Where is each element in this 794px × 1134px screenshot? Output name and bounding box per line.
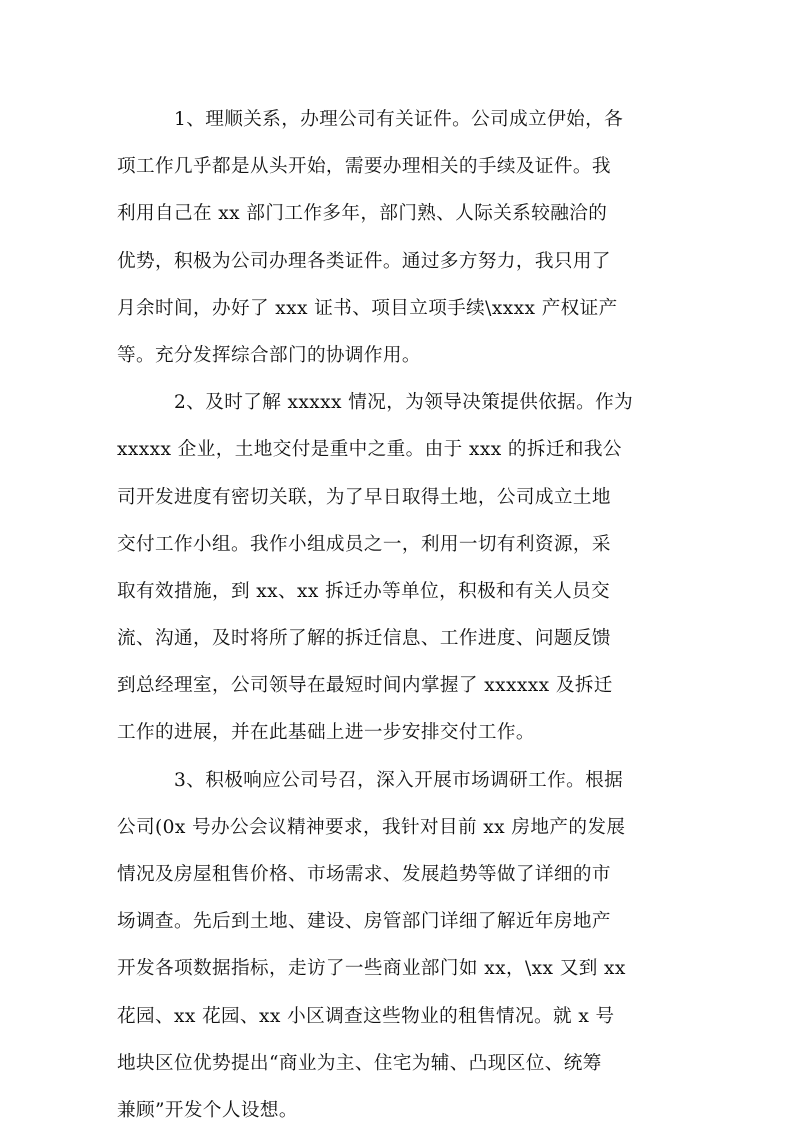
- paragraph-line: 项工作几乎都是从头开始，需要办理相关的手续及证件。我: [117, 156, 611, 178]
- paragraph-line: 场调查。先后到土地、建设、房管部门详细了解近年房地产: [117, 911, 611, 933]
- paragraph-line: 流、沟通，及时将所了解的拆迁信息、工作进度、问题反馈: [117, 628, 611, 650]
- paragraph-2: [117, 379, 677, 757]
- paragraph-line: 2、及时了解 xxxxx 情况，为领导决策提供依据。作为: [174, 392, 634, 414]
- paragraph-line: 花园、xx 花园、xx 小区调查这些物业的租售情况。就 x 号: [117, 1005, 615, 1027]
- paragraph-line: 到总经理室，公司领导在最短时间内掌握了 xxxxxx 及拆迁: [117, 675, 613, 697]
- document-body: [117, 96, 677, 1134]
- paragraph-line: 交付工作小组。我作小组成员之一，利用一切有利资源，采: [117, 533, 611, 555]
- paragraph-3: [117, 757, 677, 1134]
- paragraph-line: 工作的进展，并在此基础上进一步安排交付工作。: [117, 722, 535, 744]
- paragraph-line: 公司(0x 号办公会议精神要求，我针对目前 xx 房地产的发展: [117, 816, 626, 838]
- paragraph-line: 情况及房屋租售价格、市场需求、发展趋势等做了详细的市: [117, 864, 611, 885]
- paragraph-line: 司开发进度有密切关联，为了早日取得土地，公司成立土地: [117, 486, 611, 508]
- paragraph-line: 月余时间，办好了 xxx 证书、项目立项手续\xxxx 产权证产: [117, 297, 618, 319]
- paragraph-line: 等。充分发挥综合部门的协调作用。: [117, 344, 421, 366]
- paragraph-line: 开发各项数据指标，走访了一些商业部门如 xx，\xx 又到 xx: [117, 958, 626, 980]
- paragraph-line: 利用自己在 xx 部门工作多年，部门熟、人际关系较融洽的: [117, 203, 608, 225]
- paragraph-line: 优势，积极为公司办理各类证件。通过多方努力，我只用了: [117, 250, 611, 272]
- paragraph-1: [117, 96, 677, 379]
- paragraph-line: 取有效措施，到 xx、xx 拆迁办等单位，积极和有关人员交: [117, 580, 611, 602]
- paragraph-line: 3、积极响应公司号召，深入开展市场调研工作。根据: [174, 769, 624, 791]
- paragraph-line: 1、理顺关系，办理公司有关证件。公司成立伊始，各: [174, 109, 624, 130]
- paragraph-line: 兼顾”开发个人设想。: [117, 1099, 298, 1121]
- paragraph-line: 地块区位优势提出“商业为主、住宅为辅、凸现区位、统筹: [117, 1052, 602, 1074]
- paragraph-line: xxxxx 企业，土地交付是重中之重。由于 xxx 的拆迁和我公: [117, 439, 622, 461]
